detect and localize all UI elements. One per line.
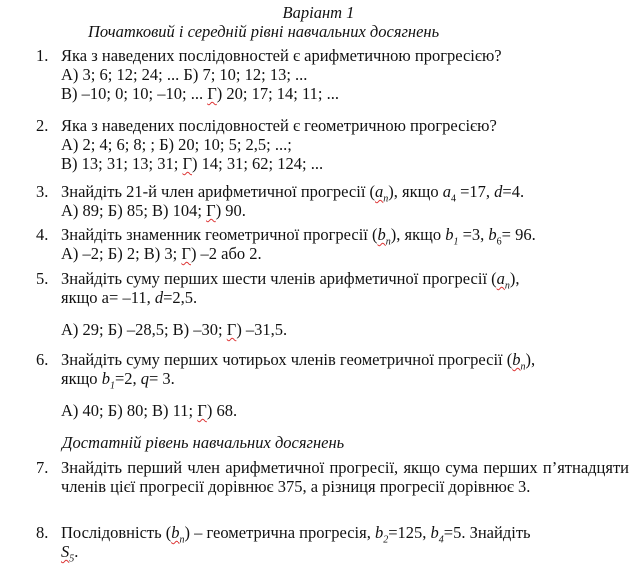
question-text-line-2: якщо $b_1=2$, q= 3. [61,369,175,392]
answer-options: А) 89; Б) 85; В) 104; Г) 90. [61,201,246,220]
question-number: 3. [36,182,49,201]
question-2 [36,116,629,173]
question-text: Яка з наведених послідовностей є геометричною прогресією? [61,116,497,135]
level-heading-1: Початковий і середній рівні навчальних досягнень [88,22,440,41]
question-6 [36,350,629,420]
question-text: Яка з наведених послідовностей є арифметичною прогресією? [61,46,502,65]
question-number: 4. [36,225,49,244]
question-text-line-2: $S_5$. [61,542,79,564]
answer-options-line-2: В) 13; 31; 13; 31; Г) 14; 31; 62; 124; ... [61,154,324,173]
question-5 [36,269,629,339]
variant-title: Варіант 1 [282,3,355,22]
question-text: Знайдіть 21-й член арифметичної прогресії $(a_n)$, якщо $a_4 =17$, d=4. [61,182,525,205]
question-text: Знайдіть суму перших чотирьох членів геометричної прогресії $(b_n)$, [61,350,536,373]
question-text: Знайдіть суму перших шести членів арифметичної прогресії $(a_n)$, [61,269,520,292]
question-1 [36,46,629,103]
question-number: 2. [36,116,49,135]
question-text: Послідовність $(b_n)$ – геометрична прогресія, $b_2=125$, $b_4=5$. Знайдіть [61,523,531,546]
question-number: 5. [36,269,49,288]
answer-options-line-1: А) 3; 6; 12; 24; ... Б) 7; 10; 12; 13; ... [61,65,308,84]
answer-options-line-2: В) –10; 0; 10; –10; ... Г) 20; 17; 14; 11; ... [61,84,339,103]
answer-options-line-1: А) 2; 4; 6; 8; ; Б) 20; 10; 5; 2,5; ...; [61,135,292,154]
answer-options: А) –2; Б) 2; В) 3; Г) –2 або 2. [61,244,262,263]
question-7 [36,458,629,496]
question-text-line-2: якщо a= –11, d=2,5. [61,288,198,307]
question-8 [36,523,629,564]
question-4 [36,225,629,263]
question-text: Знайдіть знаменник геометричної прогресії $(b_n)$, якщо $b_1 =3$, $b_6= 96$. [61,225,536,248]
answer-options: А) 40; Б) 80; В) 11; Г) 68. [61,401,238,420]
level-heading-2: Достатній рівень навчальних досягнень [62,433,345,452]
question-text: Знайдіть перший член арифметичної прогресії, якщо сума перших п’ятнадцяти членів цієї прогресії дорівнює 375, а різниця прогресії дорівнює 3. [61,458,629,496]
question-number: 1. [36,46,49,65]
question-number: 6. [36,350,49,369]
question-3 [36,182,629,220]
question-number: 8. [36,523,49,542]
answer-options: А) 29; Б) –28,5; В) –30; Г) –31,5. [61,320,288,339]
question-number: 7. [36,458,49,477]
